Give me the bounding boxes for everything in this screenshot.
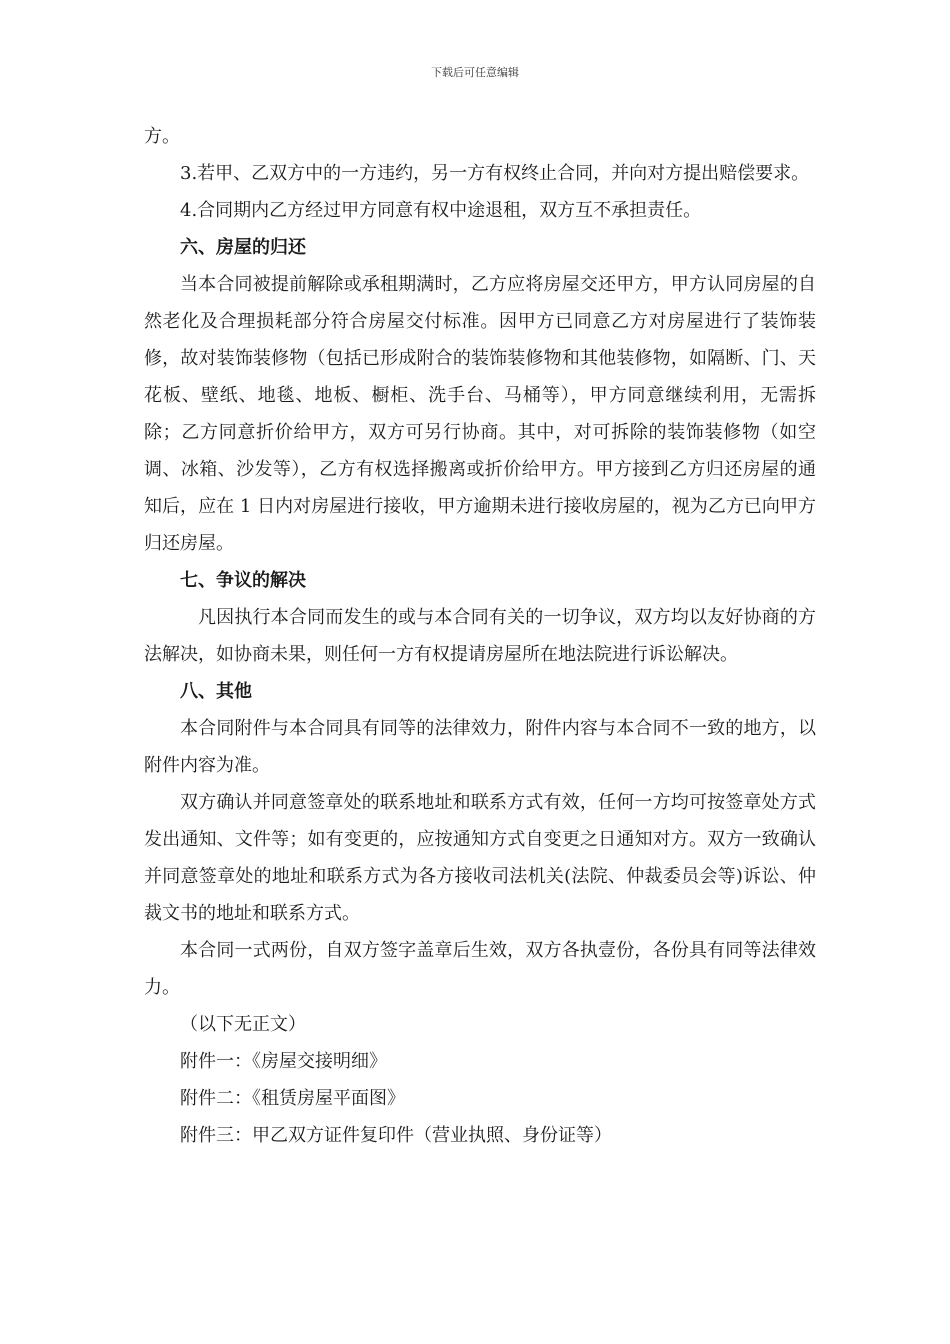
section-heading-return: 六、房屋的归还	[180, 237, 306, 258]
section-heading-other: 八、其他	[180, 681, 252, 702]
paragraph-copies: 本合同一式两份，自双方签字盖章后生效，双方各执壹份，各份具有同等法律效力。	[144, 940, 816, 998]
paragraph-attachment-effect: 本合同附件与本合同具有同等的法律效力，附件内容与本合同不一致的地方，以附件内容为准。	[144, 718, 816, 776]
attachment-1: 附件一：《房屋交接明细》	[180, 1051, 387, 1072]
paragraph-house-return: 当本合同被提前解除或承租期满时，乙方应将房屋交还甲方，甲方认同房屋的自然老化及合理损耗部分符合房屋交付标准。因甲方已同意乙方对房屋进行了装饰装修，故对装饰装修物（包括已形成附合的装饰装修物和其他装修物，如隔断、门、天花板、壁纸、地毯、地板、橱柜、洗手台、马桶等），甲方同意继续利用，无需拆除；乙方同意折价给甲方，双方可另行协商。其中，对可拆除的装饰装修物（如空调、冰箱、沙发等），乙方有权选择搬离或折价给甲方。甲方接到乙方归还房屋的通知后，应在 1 日内对房屋进行接收，甲方逾期未进行接收房屋的，视为乙方已向甲方归还房屋。	[144, 274, 816, 554]
attachment-3: 附件三：甲乙双方证件复印件（营业执照、身份证等）	[180, 1125, 612, 1146]
paragraph-dispute: 凡因执行本合同而发生的或与本合同有关的一切争议，双方均以友好协商的方法解决，如协商未果，则任何一方有权提请房屋所在地法院进行诉讼解决。	[144, 607, 816, 665]
attachment-2: 附件二：《租赁房屋平面图》	[180, 1088, 405, 1109]
paragraph-contact-confirmation: 双方确认并同意签章处的联系地址和联系方式有效，任何一方均可按签章处方式发出通知、文件等；如有变更的，应按通知方式自变更之日通知对方。双方一致确认并同意签章处的地址和联系方式为各方接收司法机关(法院、仲裁委员会等)诉讼、仲裁文书的地址和联系方式。	[144, 792, 816, 924]
end-of-text-note: （以下无正文）	[180, 1014, 306, 1035]
section-heading-dispute: 七、争议的解决	[180, 570, 306, 591]
paragraph-continuation: 方。	[144, 126, 180, 147]
document-body	[144, 118, 816, 1154]
paragraph-clause-3: 3.若甲、乙双方中的一方违约，另一方有权终止合同，并向对方提出赔偿要求。	[180, 163, 810, 184]
page-header-note: 下载后可任意编辑	[431, 66, 519, 79]
paragraph-clause-4: 4.合同期内乙方经过甲方同意有权中途退租，双方互不承担责任。	[180, 200, 702, 221]
